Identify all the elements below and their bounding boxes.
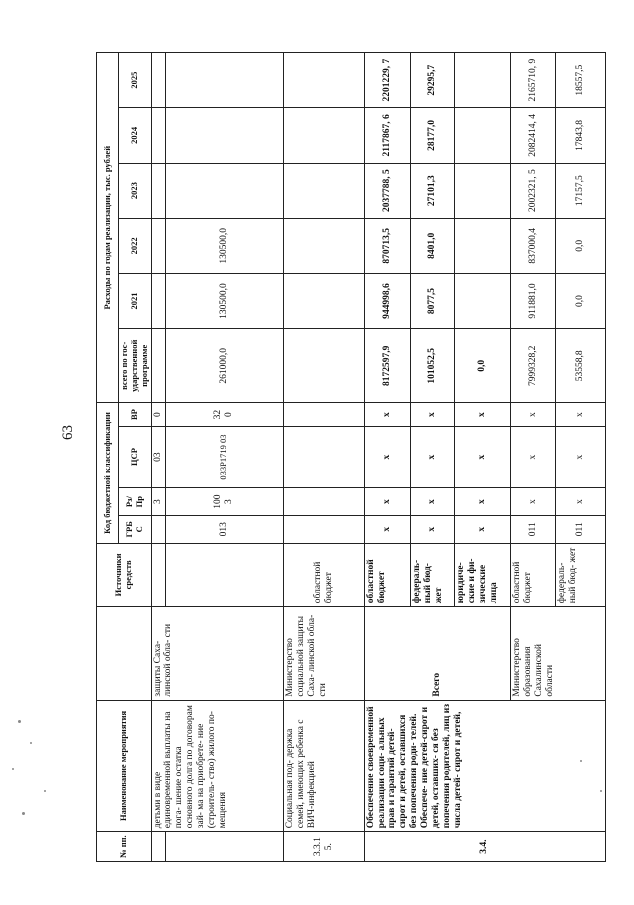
header-2021: 2021: [119, 273, 151, 328]
grbs-cell: х: [364, 515, 410, 543]
executor-all: Всего: [364, 607, 511, 700]
header-sources: Источники средств: [97, 543, 152, 607]
csr-cell: х: [555, 426, 605, 488]
total-cell: 0,0: [455, 329, 511, 403]
y2022-cell: 837000,4: [511, 218, 555, 273]
source-cell: областной бюджет: [364, 543, 410, 607]
header-csr: ЦСР: [119, 426, 151, 488]
scan-speck: [22, 812, 25, 815]
scan-speck: [30, 742, 32, 744]
csr-cell: х: [410, 426, 454, 488]
grbs-cell: х: [455, 515, 511, 543]
header-kbk: Код бюджетной классификации: [97, 403, 119, 543]
budget-table: [96, 52, 606, 862]
scan-speck: [580, 760, 582, 762]
header-total: всего по гос- ударственной программе: [119, 329, 151, 403]
scan-speck: [18, 720, 21, 723]
header-rzpr: Рз/ Пр: [119, 488, 151, 516]
table-row: [364, 53, 410, 862]
grbs-cell: 013: [165, 515, 284, 543]
y2022-cell: 8401,0: [410, 218, 454, 273]
header-2022: 2022: [119, 218, 151, 273]
header-grbs: ГРБ С: [119, 515, 151, 543]
csr-cell: 033P1719 03: [165, 426, 284, 488]
activity-name: Обеспечение своевременной реализации соци- альных прав и гарантий детей- сирот и детей, оставшихся без попечения роди- телей. Обеспече- ние детей-сирот и детей, оставших- ся без попечения родителей, лиц из числа детей- сирот и детей,: [364, 700, 605, 832]
source-cell: федераль- ный бюд- жет: [555, 543, 605, 607]
header-2024: 2024: [119, 108, 151, 163]
executor-name: Министерство образования Сахалинской области: [511, 607, 606, 700]
rzpr-cell: 100 3: [165, 488, 284, 516]
total-cell: 101052,5: [410, 329, 454, 403]
csr-cell: х: [364, 426, 410, 488]
header-vr: ВР: [119, 403, 151, 426]
y2025-cell: 29295,7: [410, 53, 454, 108]
scan-speck: [44, 790, 46, 792]
rzpr-cell: х: [511, 488, 555, 516]
csr-cell: х: [455, 426, 511, 488]
grbs-cell: 011: [555, 515, 605, 543]
y2021-cell: 911881,0: [511, 273, 555, 328]
y2022-cell: 870713,5: [364, 218, 410, 273]
vr-cell: х: [364, 403, 410, 426]
header-2025: 2025: [119, 53, 151, 108]
scan-speck: [600, 790, 602, 792]
y2023-cell: 27101,3: [410, 163, 454, 218]
rzpr-cell: х: [364, 488, 410, 516]
y2022-cell: 0,0: [555, 218, 605, 273]
y2021-cell: 944998,6: [364, 273, 410, 328]
code-rzpr: 3: [151, 488, 165, 516]
vr-cell: х: [410, 403, 454, 426]
rzpr-cell: х: [410, 488, 454, 516]
executor-name: Министерство социальной защиты Саха- линской обла- сти: [284, 607, 364, 700]
source-cell: юридиче- ские и фи- зические лица: [455, 543, 511, 607]
vr-cell: 32 0: [165, 403, 284, 426]
y2022-cell: 130500,0: [165, 218, 284, 273]
y2024-cell: 2117867, 6: [364, 108, 410, 163]
grbs-cell: х: [410, 515, 454, 543]
y2025-cell: 2165710, 9: [511, 53, 555, 108]
total-cell: 53558,8: [555, 329, 605, 403]
total-cell: 7999328,2: [511, 329, 555, 403]
y2023-cell: 17157,5: [555, 163, 605, 218]
vr-cell: х: [511, 403, 555, 426]
csr-cell: х: [511, 426, 555, 488]
header-name: Наименование мероприятия: [97, 700, 152, 832]
row-number: 3.4.: [364, 832, 605, 862]
header-num: № пп.: [97, 832, 152, 862]
y2021-cell: 0,0: [555, 273, 605, 328]
activity-name: Социальная под- держка семей, имеющих ребенка с ВИЧ-инфекцией: [284, 700, 364, 832]
page-number: 63: [60, 425, 76, 440]
source-cell: областной бюджет: [511, 543, 555, 607]
activity-name: детьми в виде единовременной выплаты на пога- шение остатка основного долга по договорам зай- ма на приобрете- ние (строитель- ство) жилого по- мещения: [151, 700, 284, 832]
y2025-cell: 2201229, 7: [364, 53, 410, 108]
rzpr-cell: х: [455, 488, 511, 516]
code-vr: 0: [151, 403, 165, 426]
executor-name: защиты Саха- линской обла- сти: [151, 607, 284, 700]
y2025-cell: 18557,5: [555, 53, 605, 108]
vr-cell: х: [555, 403, 605, 426]
y2023-cell: 2002321, 5: [511, 163, 555, 218]
y2023-cell: 2037788, 5: [364, 163, 410, 218]
rzpr-cell: х: [555, 488, 605, 516]
y2021-cell: 8077,5: [410, 273, 454, 328]
header-executor: [97, 607, 152, 700]
header-expenses: Расходы по годам реализации, тыс. рублей: [97, 53, 119, 403]
scan-speck: [12, 768, 14, 770]
y2024-cell: 2082414, 4: [511, 108, 555, 163]
y2021-cell: 130500,0: [165, 273, 284, 328]
code-csr: 03: [151, 426, 165, 488]
header-2023: 2023: [119, 163, 151, 218]
table-row: [151, 53, 165, 862]
total-cell: 8172597,9: [364, 329, 410, 403]
source-cell: федераль- ный бюд- жет: [410, 543, 454, 607]
vr-cell: х: [455, 403, 511, 426]
total-cell: 261000,0: [165, 329, 284, 403]
grbs-cell: 011: [511, 515, 555, 543]
y2024-cell: 17843,8: [555, 108, 605, 163]
y2024-cell: 28177,0: [410, 108, 454, 163]
rotated-document: [96, 52, 606, 862]
source-cell: областной бюджет: [284, 543, 364, 607]
table-row: [284, 53, 364, 862]
row-number: 3.3.1 5.: [284, 832, 364, 862]
